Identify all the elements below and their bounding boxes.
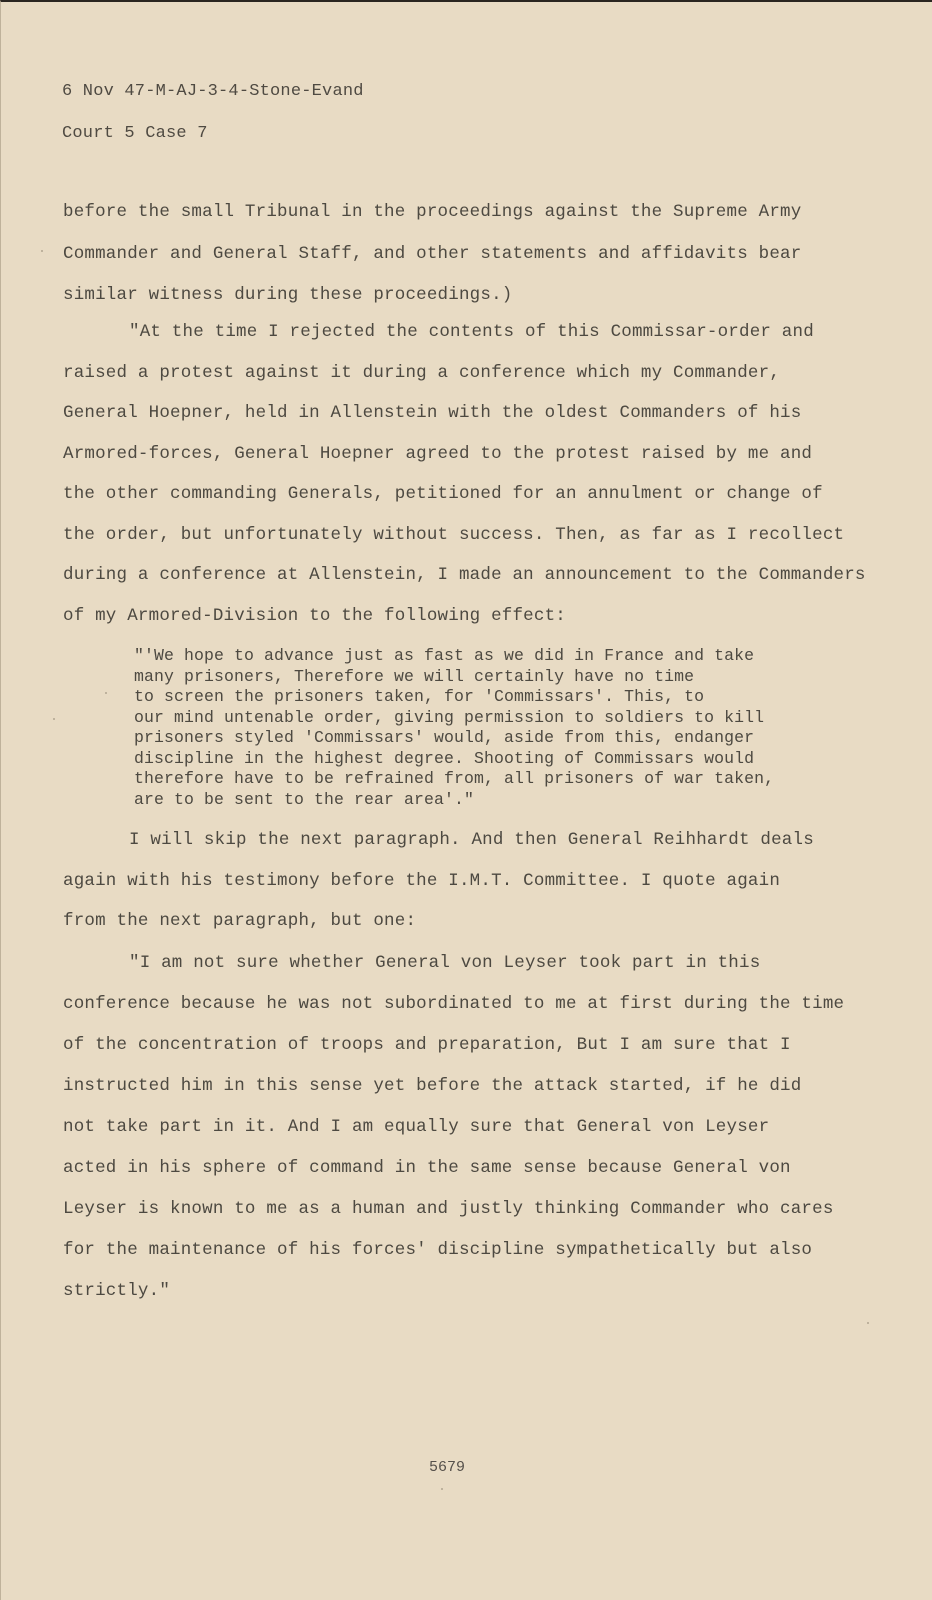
- paper-speck: [441, 1488, 443, 1490]
- quote-line: our mind untenable order, giving permission to soldiers to kill: [134, 708, 765, 727]
- body-line: Leyser is known to me as a human and justly thinking Commander who cares: [63, 1199, 834, 1219]
- body-line: the order, but unfortunately without success. Then, as far as I recollect: [63, 525, 845, 545]
- document-reference: 6 Nov 47-M-AJ-3-4-Stone-Evand: [62, 82, 364, 101]
- paper-speck: [867, 1322, 869, 1324]
- paper-speck: [41, 250, 43, 252]
- body-line: similar witness during these proceedings.): [63, 285, 513, 305]
- body-line: for the maintenance of his forces' discipline sympathetically but also: [63, 1240, 813, 1260]
- body-line: conference because he was not subordinated to me at first during the time: [63, 994, 845, 1014]
- quote-line: to screen the prisoners taken, for 'Commissars'. This, to: [134, 687, 705, 706]
- body-line: raised a protest against it during a conference which my Commander,: [63, 363, 781, 383]
- paper-speck: [105, 692, 107, 694]
- body-line: "At the time I rejected the contents of this Commissar-order and: [129, 322, 814, 342]
- quote-line: are to be sent to the rear area'.": [134, 790, 475, 809]
- body-line: again with his testimony before the I.M.T. Committee. I quote again: [63, 871, 781, 891]
- body-line: Armored-forces, General Hoepner agreed to the protest raised by me and: [63, 444, 813, 464]
- quote-line: prisoners styled 'Commissars' would, aside from this, endanger: [134, 728, 755, 747]
- body-line: of my Armored-Division to the following effect:: [63, 606, 566, 626]
- quote-line: many prisoners, Therefore we will certainly have no time: [134, 667, 695, 686]
- body-line: of the concentration of troops and preparation, But I am sure that I: [63, 1035, 791, 1055]
- body-line: the other commanding Generals, petitioned for an annulment or change of: [63, 484, 823, 504]
- quote-line: "'We hope to advance just as fast as we did in France and take: [134, 646, 755, 665]
- page-number: 5679: [429, 1459, 466, 1476]
- body-line: "I am not sure whether General von Leyser took part in this: [129, 953, 761, 973]
- body-line: acted in his sphere of command in the same sense because General von: [63, 1158, 791, 1178]
- body-line: before the small Tribunal in the proceedings against the Supreme Army: [63, 202, 802, 222]
- body-line: I will skip the next paragraph. And then General Reihhardt deals: [129, 830, 814, 850]
- body-line: strictly.": [63, 1281, 171, 1301]
- body-line: from the next paragraph, but one:: [63, 911, 417, 931]
- body-line: General Hoepner, held in Allenstein with the oldest Commanders of his: [63, 403, 802, 423]
- court-case-label: Court 5 Case 7: [62, 124, 208, 143]
- body-line: Commander and General Staff, and other statements and affidavits bear: [63, 244, 802, 264]
- paper-speck: [53, 718, 55, 720]
- body-line: instructed him in this sense yet before the attack started, if he did: [63, 1076, 802, 1096]
- quote-line: discipline in the highest degree. Shooting of Commissars would: [134, 749, 755, 768]
- body-line: not take part in it. And I am equally sure that General von Leyser: [63, 1117, 770, 1137]
- body-line: during a conference at Allenstein, I made an announcement to the Commanders: [63, 565, 866, 585]
- quote-line: therefore have to be refrained from, all prisoners of war taken,: [134, 769, 775, 788]
